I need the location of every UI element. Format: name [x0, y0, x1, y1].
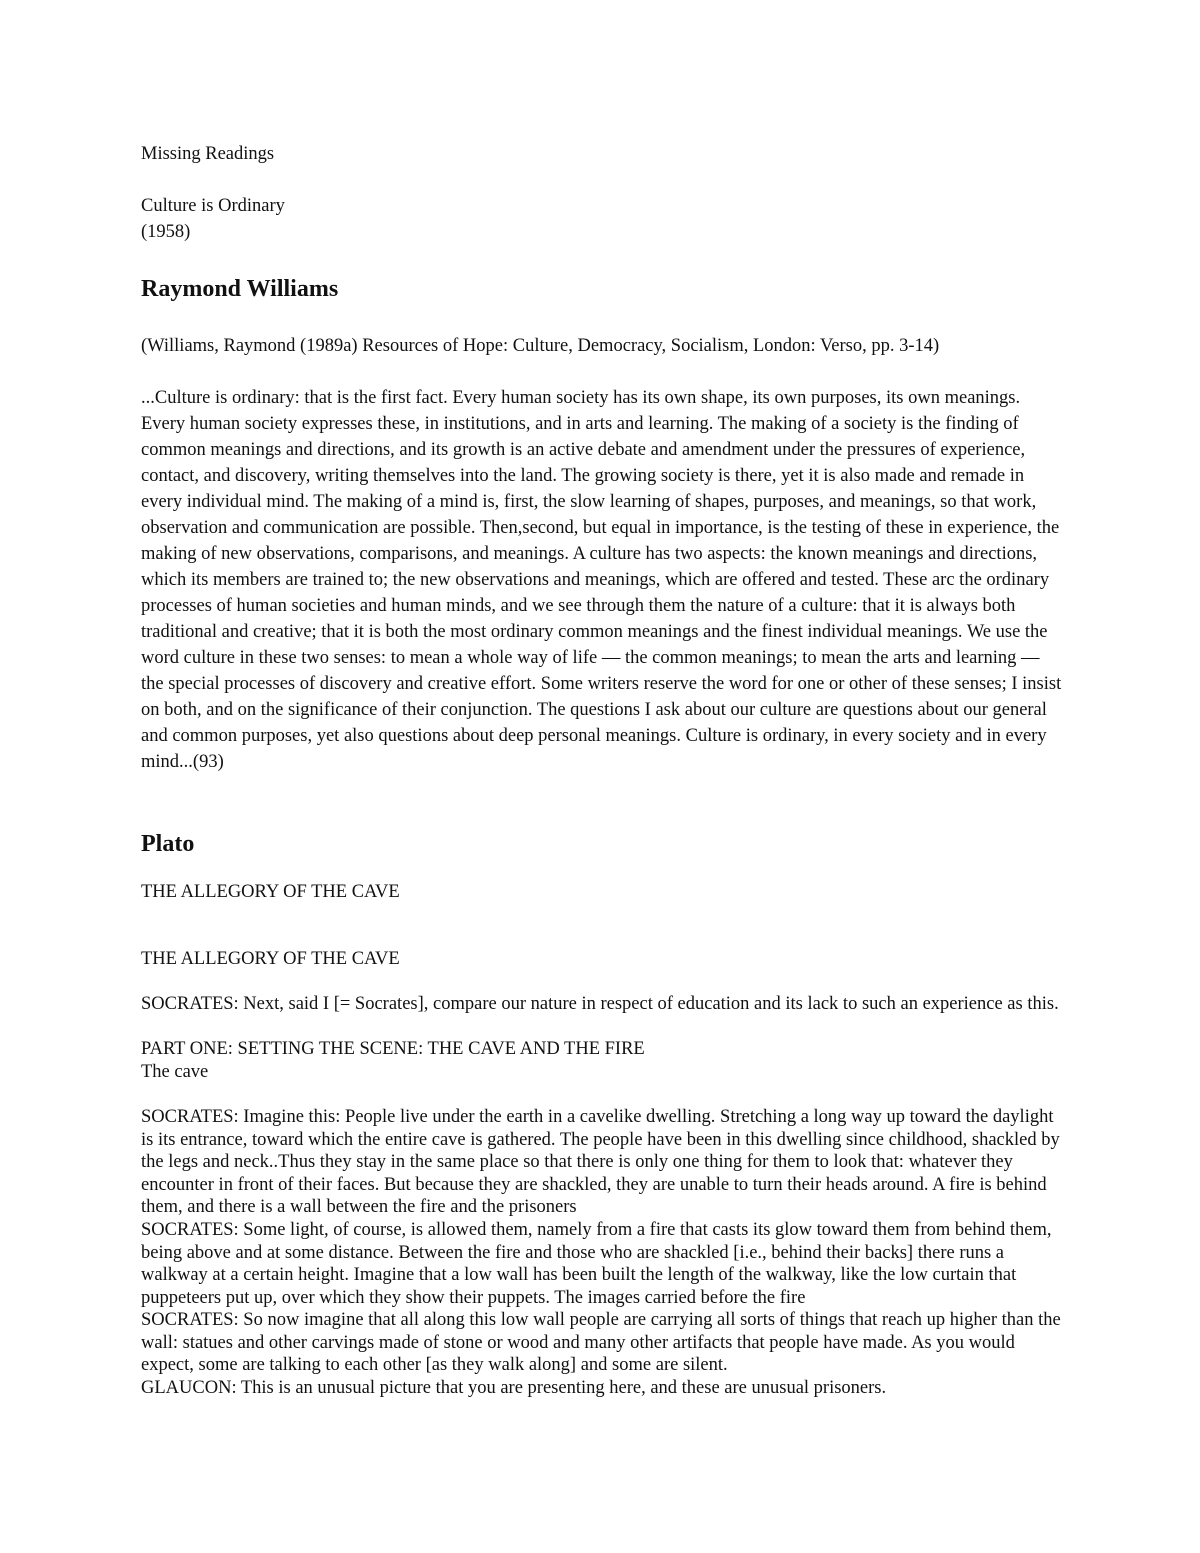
essay-year: (1958): [141, 222, 191, 242]
citation: (Williams, Raymond (1989a) Resources of Hope: Culture, Democracy, Socialism, London: Verso, pp. 3-14): [141, 336, 940, 356]
document-title: Missing Readings: [141, 144, 275, 164]
part-one-heading: PART ONE: SETTING THE SCENE: THE CAVE AND THE FIRE: [141, 1039, 645, 1059]
essay-title: Culture is Ordinary: [141, 196, 285, 216]
williams-body-paragraph: ...Culture is ordinary: that is the first fact. Every human society has its own shape, its own purposes, its own meanings. Every human society expresses these, in institutions, and in arts and learning. The making of a society is the finding of common meanings and directions, and its growth is an active debate and amendment under the pressures of experience, contact, and discovery, writing themselves into the land. The growing society is there, yet it is also made and remade in every individual mind. The making of a mind is, first, the slow learning of shapes, purposes, and meanings, so that work, observation and communication are possible. Then,second, but equal in importance, is the testing of these in experience, the making of new observations, comparisons, and meanings. A culture has two aspects: the known meanings and directions, which its members are trained to; the new observations and meanings, which are offered and tested. These arc the ordinary processes of human societies and human minds, and we see through them the nature of a culture: that it is always both traditional and creative; that it is both the most ordinary common meanings and the finest individual meanings. We use the word culture in these two senses: to mean a whole way of life — the common meanings; to mean the arts and learning — the special processes of discovery and creative effort. Some writers reserve the word for one or other of these senses; I insist on both, and on the significance of their conjunction. The questions I ask about our culture are questions about our general and common purposes, yet also questions about deep personal meanings. Culture is ordinary, in every society and in every mind...(93): [141, 388, 1062, 772]
socrates-paragraph-2: SOCRATES: Some light, of course, is allowed them, namely from a fire that casts its glow toward them from behind them, being above and at some distance. Between the fire and those who are shackled [i.e., behind their backs] there runs a walkway at a certain height. Imagine that a low wall has been built the length of the walkway, like the low curtain that puppeteers put up, over which they show their puppets. The images carried before the fire: [141, 1220, 1052, 1308]
socrates-paragraph-1: SOCRATES: Imagine this: People live under the earth in a cavelike dwelling. Stretching a long way up toward the daylight is its entrance, toward which the entire cave is gathered. The people have been in this dwelling since childhood, shackled by the legs and neck..Thus they stay in the same place so that there is only one thing for them to look that: whatever they encounter in front of their faces. But because they are shackled, they are unable to turn their heads around. A fire is behind them, and there is a wall between the fire and the prisoners: [141, 1107, 1060, 1218]
allegory-title-1: THE ALLEGORY OF THE CAVE: [141, 882, 400, 902]
glaucon-paragraph: GLAUCON: This is an unusual picture that you are presenting here, and these are unusual prisoners.: [141, 1378, 887, 1398]
the-cave-subheading: The cave: [141, 1062, 209, 1082]
author-heading-plato: Plato: [141, 831, 195, 857]
allegory-title-2: THE ALLEGORY OF THE CAVE: [141, 949, 400, 969]
socrates-intro: SOCRATES: Next, said I [= Socrates], compare our nature in respect of education and its lack to such an experience as this.: [141, 994, 1059, 1014]
author-heading-williams: Raymond Williams: [141, 276, 339, 302]
socrates-paragraph-3: SOCRATES: So now imagine that all along this low wall people are carrying all sorts of things that reach up higher than the wall: statues and other carvings made of stone or wood and many other artifacts that people have made. As you would expect, some are talking to each other [as they walk along] and some are silent.: [141, 1310, 1061, 1376]
